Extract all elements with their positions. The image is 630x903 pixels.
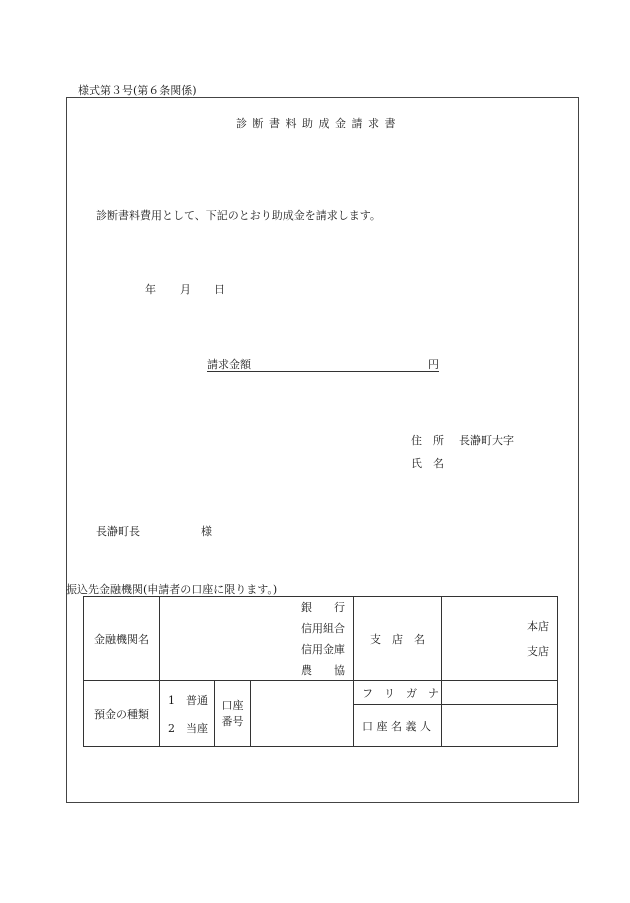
address-value: 長瀞町大字 (459, 434, 514, 447)
branch-type-list (442, 617, 557, 661)
addressee-title: 長瀞町長 (96, 525, 140, 538)
amount-line[interactable] (207, 356, 439, 372)
institution-name-cell[interactable] (160, 597, 354, 681)
amount-unit: 円 (428, 358, 439, 371)
furigana-label: フ リ ガ ナ (362, 686, 440, 700)
date-year: 年 (145, 283, 156, 296)
institution-type-ja: 農 協 (301, 663, 346, 677)
institution-label-cell (84, 597, 160, 681)
holder-field[interactable] (442, 705, 558, 747)
furigana-label-cell (354, 681, 442, 705)
form-title: 診 断 書 料 助 成 金 請 求 書 (236, 117, 397, 130)
holder-label-cell (354, 705, 442, 747)
address-label: 住 所 (411, 434, 444, 447)
account-number-label-cell (215, 681, 251, 747)
account-number-label-1: 口座 (221, 698, 244, 712)
bank-section-heading: 振込先金融機関(申請者の口座に限ります。) (66, 583, 278, 596)
deposit-label: 預金の種類 (94, 707, 149, 721)
account-number-field[interactable] (251, 681, 354, 747)
account-number-label-2: 番号 (221, 714, 244, 728)
branch-type-branch: 支店 (527, 644, 550, 658)
request-text: 診断書料費用として、下記のとおり助成金を請求します。 (96, 209, 381, 222)
institution-type-credit-bank: 信用金庫 (301, 642, 346, 656)
branch-label-cell (354, 597, 442, 681)
branch-name-cell[interactable] (442, 597, 558, 681)
branch-type-main: 本店 (527, 619, 550, 633)
bank-table (83, 596, 558, 747)
deposit-label-cell (84, 681, 160, 747)
date-month: 月 (180, 283, 191, 296)
branch-label: 支 店 名 (370, 632, 426, 646)
name-label: 氏 名 (411, 457, 444, 470)
deposit-option-ordinary[interactable]: 1 普通 (168, 693, 208, 707)
institution-type-list (160, 598, 353, 680)
institution-type-bank: 銀 行 (301, 600, 346, 614)
institution-label: 金融機関名 (94, 632, 149, 646)
deposit-options-cell[interactable] (160, 681, 215, 747)
deposit-option-current[interactable]: 2 当座 (168, 721, 208, 735)
date-day: 日 (214, 283, 225, 296)
form-number: 様式第３号(第６条関係) (78, 84, 197, 97)
addressee-honorific: 様 (201, 525, 212, 538)
amount-label: 請求金額 (207, 358, 251, 371)
institution-type-credit-union: 信用組合 (301, 621, 346, 635)
holder-label: 口 座 名 義 人 (362, 719, 432, 733)
furigana-field[interactable] (442, 681, 558, 705)
